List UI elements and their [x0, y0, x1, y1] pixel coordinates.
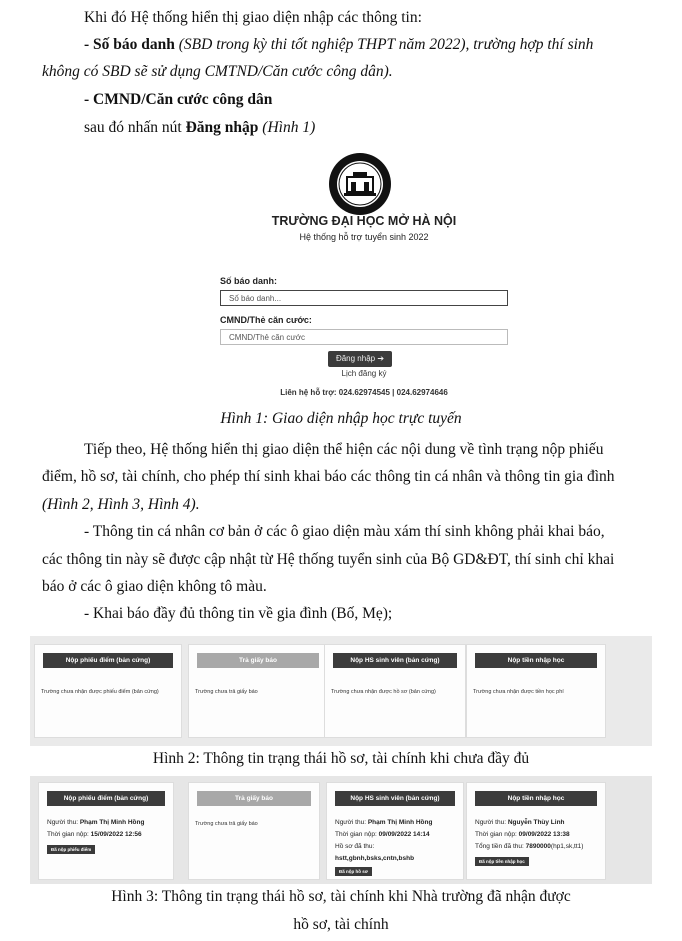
- docs-label: Hồ sơ đã thu:: [335, 843, 375, 850]
- sign-in-icon: ➔: [377, 354, 385, 363]
- cmnd-bullet: - CMND/Căn cước công dân: [84, 91, 273, 108]
- status-badge: Đã nộp tiền nhập học: [475, 857, 529, 866]
- total-note: (hp1,sk,tt1): [550, 843, 584, 850]
- card-header: Nộp tiền nhập học: [475, 791, 597, 806]
- schedule-link[interactable]: Lịch đăng ký: [341, 369, 387, 378]
- card-text: Trường chưa trả giấy báo: [195, 689, 258, 695]
- card-text: Trường chưa trả giấy báo: [195, 821, 258, 827]
- status-card-admission-notice: [188, 782, 320, 880]
- body-para2-end: báo ở các ô giao diện không tô màu.: [42, 578, 267, 595]
- login-figure: [208, 150, 520, 406]
- body-para1-cont: điểm, hồ sơ, tài chính, cho phép thí sinh khai báo các thông tin cá nhân và thông tin gia đình: [42, 468, 615, 485]
- login-button[interactable]: [328, 351, 392, 367]
- sbd-bullet: - Số báo danh: [84, 36, 175, 53]
- receiver-name: Nguyễn Thùy Linh: [507, 819, 565, 826]
- time-label: Thời gian nộp:: [475, 831, 519, 838]
- receiver-name: Phạm Thị Minh Hồng: [79, 819, 145, 826]
- time-line: [475, 831, 570, 838]
- body-para2-cont: các thông tin này sẽ được cập nhật từ Hệ thống tuyển sinh của Bộ GD&ĐT, thí sinh chỉ khai: [42, 551, 615, 568]
- figure1-caption: Hình 1: Giao diện nhập học trực tuyến: [220, 410, 462, 427]
- time-value: 09/09/2022 14:14: [378, 831, 430, 838]
- card-header: Nộp HS sinh viên (bản cứng): [333, 653, 457, 668]
- card-text: Trường chưa nhận được tiền học phí: [473, 689, 564, 695]
- total-value: 7890000: [525, 843, 551, 850]
- status-card-student-file: [326, 782, 464, 880]
- time-line: [47, 831, 142, 838]
- body-para2: - Thông tin cá nhân cơ bản ở các ô giao diện màu xám thí sinh không phải khai báo,: [84, 523, 605, 540]
- receiver-label: Người thu:: [475, 819, 508, 826]
- time-label: Thời gian nộp:: [47, 831, 91, 838]
- total-line: [475, 843, 583, 850]
- school-name: TRƯỜNG ĐẠI HỌC MỞ HÀ NỘI: [271, 214, 457, 228]
- sbd-bullet-line: [84, 35, 593, 55]
- login-button-label: Đăng nhập: [335, 354, 376, 363]
- instruction-button-name: Đăng nhập: [185, 119, 259, 136]
- instruction-line: [84, 118, 315, 138]
- docs-value: hstt,gbnh,bsks,cntn,bshb: [335, 855, 415, 862]
- total-label: Tổng tiền đã thu:: [475, 843, 526, 850]
- cmnd-input[interactable]: CMND/Thẻ căn cước: [220, 329, 508, 345]
- receiver-label: Người thu:: [47, 819, 80, 826]
- figure3-caption-cont: hồ sơ, tài chính: [293, 916, 389, 933]
- status-card-admission-notice: [188, 644, 328, 738]
- figure3-status-panel: [30, 776, 652, 884]
- figure3-caption: Hình 3: Thông tin trạng thái hồ sơ, tài chính khi Nhà trường đã nhận được: [111, 888, 571, 905]
- sbd-label: Số báo danh:: [220, 276, 277, 286]
- status-card-tuition: [466, 644, 606, 738]
- card-text: Trường chưa nhận được phiếu điểm (bản cứng): [41, 689, 159, 695]
- system-subtitle: Hệ thống hỗ trợ tuyển sinh 2022: [299, 232, 429, 242]
- figure2-status-panel: [30, 636, 652, 746]
- receiver-line: [47, 819, 144, 826]
- instruction-text: sau đó nhấn nút: [84, 119, 186, 136]
- body-para3: - Khai báo đầy đủ thông tin về gia đình (Bố, Mẹ);: [84, 605, 393, 622]
- time-value: 09/09/2022 13:38: [518, 831, 570, 838]
- sbd-input[interactable]: Số báo danh...: [220, 290, 508, 306]
- card-header: Trả giấy báo: [197, 791, 311, 806]
- sbd-note: (SBD trong kỳ thi tốt nghiệp THPT năm 2022), trường hợp thí sinh: [178, 36, 594, 53]
- instruction-ref: (Hình 1): [258, 119, 316, 136]
- card-header: Nộp phiếu điểm (bản cứng): [43, 653, 173, 668]
- card-header: Nộp HS sinh viên (bản cứng): [335, 791, 455, 806]
- card-header: Trả giấy báo: [197, 653, 319, 668]
- status-card-tuition: [466, 782, 606, 880]
- card-header: Nộp phiếu điểm (bản cứng): [47, 791, 165, 806]
- status-card-score-sheet: [34, 644, 182, 738]
- figure2-caption: Hình 2: Thông tin trạng thái hồ sơ, tài chính khi chưa đầy đủ: [152, 750, 530, 767]
- status-card-score-sheet: [38, 782, 174, 880]
- body-para1: Tiếp theo, Hệ thống hiển thị giao diện thể hiện các nội dung về tình trạng nộp phiếu: [84, 441, 604, 458]
- card-header: Nộp tiền nhập học: [475, 653, 597, 668]
- body-para1-refs: (Hình 2, Hình 3, Hình 4).: [42, 496, 200, 513]
- receiver-line: [335, 819, 432, 826]
- receiver-name: Phạm Thị Minh Hồng: [367, 819, 433, 826]
- receiver-label: Người thu:: [335, 819, 368, 826]
- receiver-line: [475, 819, 565, 826]
- status-badge: Đã nộp phiếu điểm: [47, 845, 95, 854]
- support-hotline: Liên hệ hỗ trợ: 024.62974545 | 024.62974646: [280, 388, 448, 397]
- time-value: 15/09/2022 12:56: [90, 831, 142, 838]
- time-line: [335, 831, 430, 838]
- intro-line: Khi đó Hệ thống hiển thị giao diện nhập các thông tin:: [84, 9, 422, 26]
- status-badge: Đã nộp hồ sơ: [335, 867, 372, 876]
- card-text: Trường chưa nhận được hồ sơ (bản cứng): [331, 689, 436, 695]
- status-card-student-file: [324, 644, 466, 738]
- university-logo: [328, 152, 392, 216]
- cmnd-label: CMND/Thẻ căn cước:: [220, 315, 312, 325]
- time-label: Thời gian nộp:: [335, 831, 379, 838]
- sbd-note-cont: không có SBD sẽ sử dụng CMTND/Căn cước công dân).: [42, 63, 393, 80]
